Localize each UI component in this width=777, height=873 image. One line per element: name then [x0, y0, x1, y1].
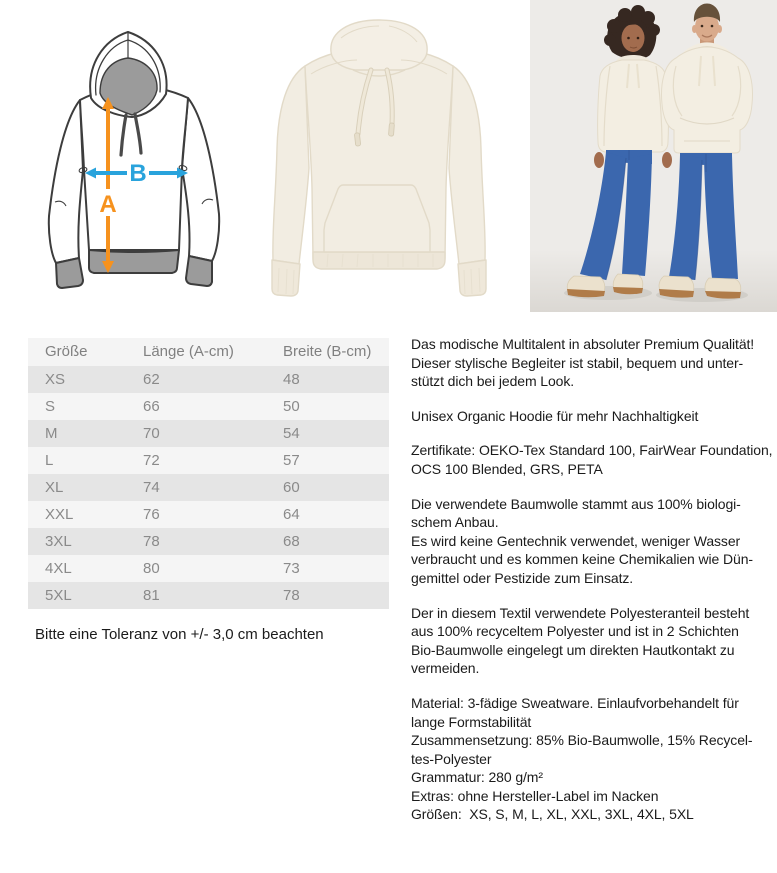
width-value: 54 — [283, 425, 300, 442]
table-row-3xl — [28, 528, 389, 555]
width-value: 50 — [283, 398, 300, 415]
description-line: Dieser stylische Begleiter ist stabil, bequem und unter- — [411, 354, 744, 371]
width-value: 48 — [283, 371, 300, 388]
size-label: XXL — [45, 506, 74, 523]
size-label: 3XL — [45, 533, 72, 550]
table-row-xs — [28, 366, 389, 393]
tolerance-note: Bitte eine Toleranz von +/- 3,0 cm beachten — [35, 626, 324, 643]
table-row-xxl — [28, 501, 389, 528]
size-chart-header — [28, 338, 389, 366]
description-line: vermeiden. — [411, 660, 480, 677]
description-line: Das modische Multitalent in absoluter Premium Qualität! — [411, 336, 755, 352]
size-label: L — [45, 452, 54, 469]
column-header-length: Länge (A-cm) — [143, 343, 234, 360]
table-row-m — [28, 420, 389, 447]
description-paragraph — [411, 441, 777, 478]
description-paragraph — [411, 495, 777, 588]
description-line: Die verwendete Baumwolle stammt aus 100% biologi- — [411, 495, 741, 512]
description-line: Bio-Baumwolle eingelegt um direkten Hautkontakt zu — [411, 641, 735, 658]
column-header-width: Breite (B-cm) — [283, 343, 372, 360]
diagram-label-a: A — [99, 191, 117, 218]
table-row-xl — [28, 474, 389, 501]
product-photo — [253, 8, 508, 308]
table-row-4xl — [28, 555, 389, 582]
length-value: 70 — [143, 425, 160, 442]
length-value: 80 — [143, 560, 160, 577]
length-value: 81 — [143, 587, 160, 604]
description-line: Größen: XS, S, M, L, XL, XXL, 3XL, 4XL, 5XL — [411, 806, 694, 823]
length-value: 78 — [143, 533, 160, 550]
size-label: M — [45, 425, 58, 442]
table-row-5xl — [28, 582, 389, 609]
width-value: 64 — [283, 506, 300, 523]
description-line: verbraucht und es kommen keine Chemikalien wie Dün- — [411, 551, 753, 568]
description-line: Material: 3-fädige Sweatware. Einlaufvorbehandelt für — [411, 694, 739, 711]
length-value: 76 — [143, 506, 160, 523]
length-value: 66 — [143, 398, 160, 415]
description-line: lange Formstabilität — [411, 713, 532, 730]
length-value: 74 — [143, 479, 160, 496]
description-line: Der in diesem Textil verwendete Polyesteranteil besteht — [411, 604, 750, 621]
models-photo — [530, 0, 777, 312]
table-row-s — [28, 393, 389, 420]
description-line: tes-Polyester — [411, 750, 492, 767]
description-line: Unisex Organic Hoodie für mehr Nachhaltigkeit — [411, 407, 699, 424]
diagram-label-b: B — [129, 160, 147, 187]
column-header-size: Größe — [45, 343, 88, 360]
description-line: Extras: ohne Hersteller-Label im Nacken — [411, 787, 659, 804]
width-value: 73 — [283, 560, 300, 577]
description-line: Es wird keine Gentechnik verwendet, weniger Wasser — [411, 532, 741, 549]
description-paragraph — [411, 604, 777, 678]
length-value: 62 — [143, 371, 160, 388]
description-line: gemittel oder Pestizide zum Einsatz. — [411, 569, 634, 586]
hoodie-line-drawing — [28, 16, 240, 308]
size-chart-table — [28, 338, 389, 609]
measurement-diagram — [28, 16, 240, 308]
description-line: aus 100% recyceltem Polyester und ist in 2 Schichten — [411, 623, 739, 640]
description-line: OCS 100 Blended, GRS, PETA — [411, 460, 603, 477]
length-value: 72 — [143, 452, 160, 469]
description-line: Zusammensetzung: 85% Bio-Baumwolle, 15% Recycel- — [411, 732, 753, 749]
cream-hoodie-image — [253, 8, 508, 308]
table-row-l — [28, 447, 389, 474]
kangaroo-pocket — [324, 185, 430, 252]
size-label: S — [45, 398, 56, 415]
hood — [331, 20, 427, 70]
hem-band — [313, 252, 445, 269]
description-line: schem Anbau. — [411, 514, 499, 531]
size-label: 4XL — [45, 560, 72, 577]
cuff-right — [186, 256, 212, 286]
description-line: Grammatur: 280 g/m² — [411, 769, 543, 786]
cuff-left — [56, 258, 83, 288]
description-line: Zertifikate: OEKO-Tex Standard 100, FairWear Foundation, — [411, 442, 773, 459]
width-value: 60 — [283, 479, 300, 496]
width-value: 68 — [283, 533, 300, 550]
description-paragraph — [411, 407, 777, 426]
description-line: stützt dich bei jedem Look. — [411, 373, 575, 390]
models-image — [530, 0, 777, 312]
width-value: 78 — [283, 587, 300, 604]
size-label: XS — [45, 371, 66, 388]
description-paragraph — [411, 694, 777, 824]
size-label: XL — [45, 479, 64, 496]
description-paragraph — [411, 335, 777, 391]
width-value: 57 — [283, 452, 300, 469]
product-description — [411, 335, 777, 824]
size-label: 5XL — [45, 587, 72, 604]
